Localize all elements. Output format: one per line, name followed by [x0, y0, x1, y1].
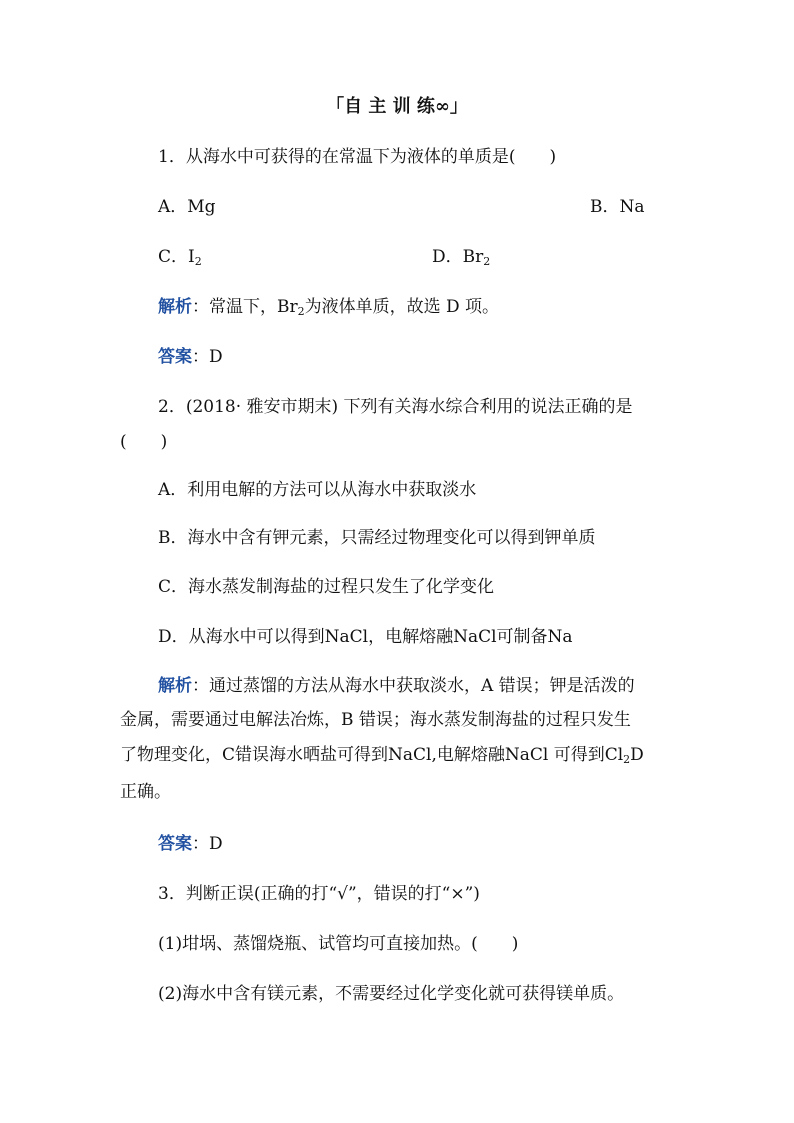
q2-stem-line-1: 2．(2018· 雅安市期末) 下列有关海水综合利用的说法正确的是 [158, 397, 633, 417]
q1-option-a: A．Mg [158, 197, 216, 217]
q3-stem: 3．判断正误(正确的打“√”，错误的打“×”) [158, 884, 480, 904]
analysis-label: 解析 [158, 297, 192, 317]
answer-label: 答案 [158, 347, 192, 367]
q2-option-a: A．利用电解的方法可以从海水中获取淡水 [158, 480, 477, 500]
q1-stem: 1．从海水中可获得的在常温下为液体的单质是( ) [158, 147, 557, 167]
q2-option-c: C．海水蒸发制海盐的过程只发生了化学变化 [158, 577, 495, 597]
analysis-label: 解析 [158, 676, 192, 696]
q1-answer: 答案：D [158, 347, 223, 367]
answer-label: 答案 [158, 834, 192, 854]
q3-item-1: (1)坩埚、蒸馏烧瓶、试管均可直接加热。( ) [158, 934, 519, 954]
q1-options-row-1 [158, 195, 658, 219]
section-title: 「自 主 训 练∞」 [326, 96, 468, 117]
q2-stem-line-2: ( ) [120, 432, 168, 452]
q2-analysis-line-1: 解析：通过蒸馏的方法从海水中获取淡水，A 错误；钾是活泼的 [158, 676, 635, 696]
q2-analysis-line-3: 了物理变化，C错误海水晒盐可得到NaCl,电解熔融NaCl 可得到$Cl_2D$ [120, 745, 644, 766]
q1-option-c: C．$I_2$ [158, 247, 202, 268]
q2-analysis-line-4: 正确。 [120, 782, 171, 802]
q2-answer: 答案：D [158, 834, 223, 854]
q1-option-d: D．$Br_2$ [432, 247, 491, 268]
q2-option-d: D．从海水中可以得到NaCl，电解熔融NaCl可制备Na [158, 627, 573, 647]
q1-analysis: 解析：常温下，$Br_2$为液体单质，故选 D 项。 [158, 297, 500, 318]
q1-options-row-2 [158, 245, 658, 269]
q2-analysis-line-2: 金属，需要通过电解法冶炼，B 错误；海水蒸发制海盐的过程只发生 [120, 710, 631, 730]
q3-item-2: (2)海水中含有镁元素，不需要经过化学变化就可获得镁单质。 [158, 984, 625, 1004]
q1-option-b: B．Na [590, 197, 645, 217]
q2-option-b: B．海水中含有钾元素，只需经过物理变化可以得到钾单质 [158, 528, 596, 548]
